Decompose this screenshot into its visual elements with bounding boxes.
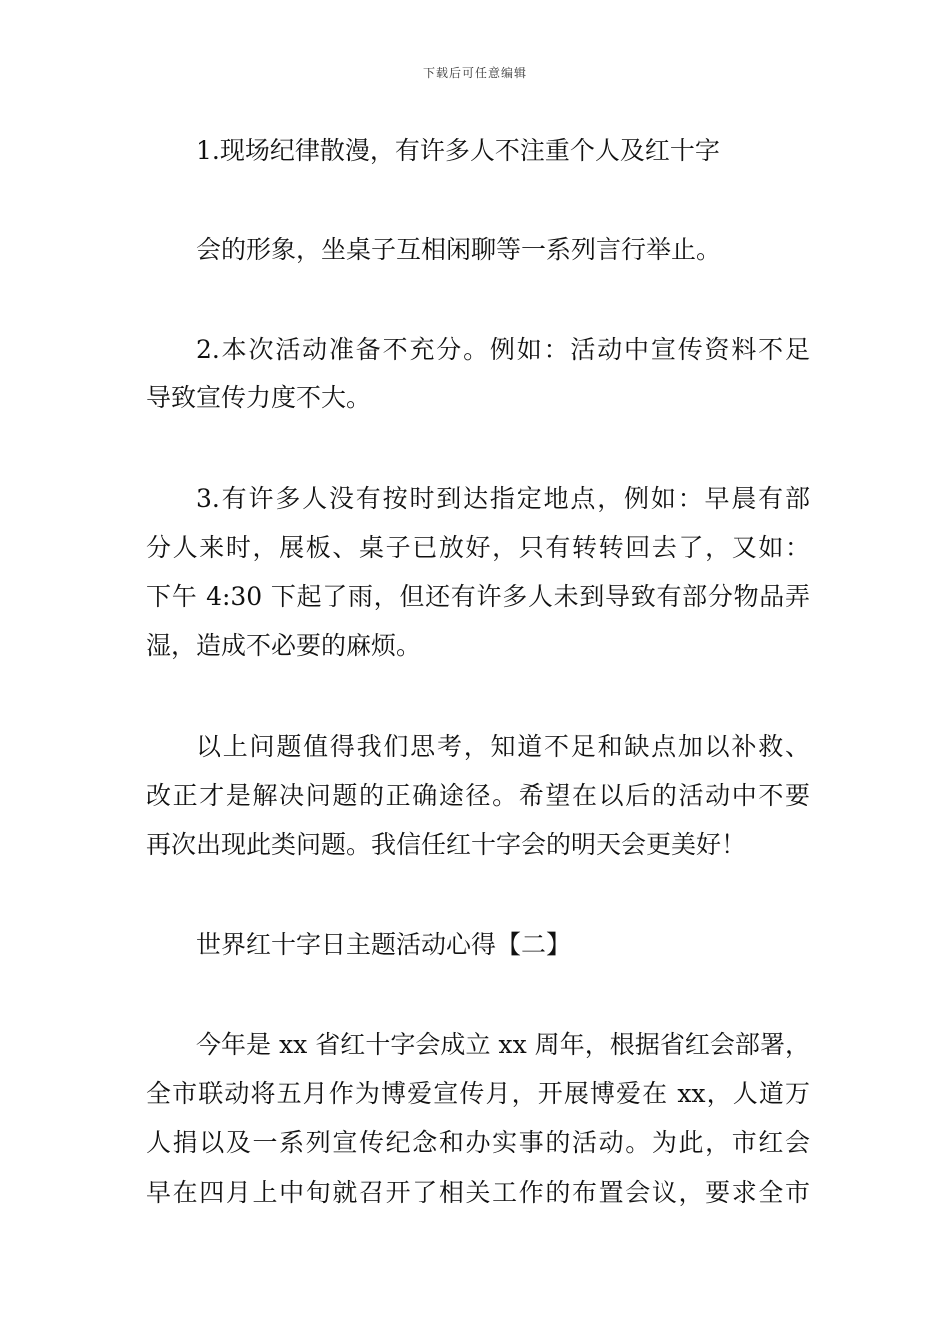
paragraph-line: 全市联动将五月作为博爱宣传月，开展博爱在 xx，人道万 [146,1079,810,1108]
paragraph-line: 人捐以及一系列宣传纪念和办实事的活动。为此，市红会 [146,1128,810,1157]
paragraph-line: 早在四月上中旬就召开了相关工作的布置会议，要求全市 [146,1178,810,1207]
section-heading: 世界红十字日主题活动心得【二】 [196,930,572,959]
paragraph-line: 会的形象，坐桌子互相闲聊等一系列言行举止。 [196,235,722,264]
paragraph-line: 3.有许多人没有按时到达指定地点，例如：早晨有部 [196,484,810,513]
page-header-note: 下载后可任意编辑 [422,66,527,80]
paragraph-line: 2.本次活动准备不充分。例如：活动中宣传资料不足 [196,335,810,364]
paragraph-line: 分人来时，展板、桌子已放好，只有转转回去了，又如： [146,533,810,562]
paragraph-line: 1.现场纪律散漫，有许多人不注重个人及红十字 [196,136,720,165]
paragraph-line: 再次出现此类问题。我信任红十字会的明天会更美好！ [146,830,747,859]
paragraph-line: 改正才是解决问题的正确途径。希望在以后的活动中不要 [146,781,810,810]
paragraph-line: 导致宣传力度不大。 [146,383,372,412]
paragraph-line: 下午 4:30 下起了雨，但还有许多人未到导致有部分物品弄 [146,582,810,611]
paragraph-line: 今年是 xx 省红十字会成立 xx 周年，根据省红会部署， [196,1030,810,1059]
paragraph-line: 湿，造成不必要的麻烦。 [146,631,422,660]
paragraph-line: 以上问题值得我们思考，知道不足和缺点加以补救、 [196,732,810,761]
